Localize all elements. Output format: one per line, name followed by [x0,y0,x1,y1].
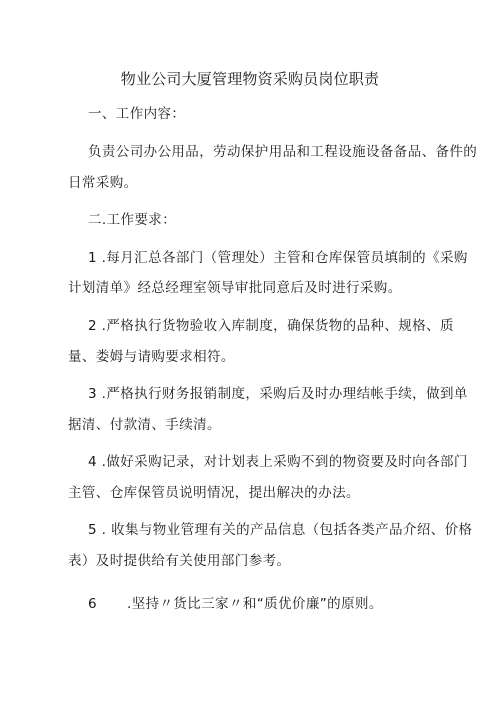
requirement-3-line-2: 据清、付款清、手续清。 [68,417,221,433]
requirement-1-line-2: 计划清单》经总经理室领导审批同意后及时进行采购。 [68,280,402,296]
requirement-5-line-2: 表）及时提供给有关使用部门参考。 [68,553,291,569]
requirement-1-line-1: 1 .每月汇总各部门（管理处）主管和仓库保管员填制的《采购 [88,250,468,266]
requirement-5-line-1: 5 . 收集与物业管理有关的产品信息（包括各类产品介绍、价格 [88,522,473,538]
requirement-6 [88,592,383,612]
requirement-4-line-1: 4 .做好采购记录，对计划表上采购不到的物资要及时向各部门 [88,454,468,470]
requirement-3-line-1: 3 .严格执行财务报销制度，采购后及时办理结帐手续，做到单 [88,386,468,402]
requirement-2-line-1: 2 .严格执行货物验收入库制度，确保货物的品种、规格、质 [88,318,454,334]
requirement-2-line-2: 量、娄姆与请购要求相符。 [68,349,235,365]
document-title: 物业公司大厦管理物资采购员岗位职责 [120,70,380,88]
requirement-6-number: 6 [88,596,97,612]
requirement-4-line-2: 主管、仓库保管员说明情况，提出解决的办法。 [68,485,360,501]
section-heading-work-content: 一、工作内容： [88,106,186,122]
work-content-line-1: 负责公司办公用品，劳动保护用品和工程设施设备备品、备件的 [88,144,478,160]
work-content-line-2: 日常采购。 [68,175,138,191]
requirement-6-text: .坚持〃货比三家〃和“质优价廉”的原则。 [127,596,383,612]
section-heading-work-requirements: 二.工作要求： [88,212,177,228]
